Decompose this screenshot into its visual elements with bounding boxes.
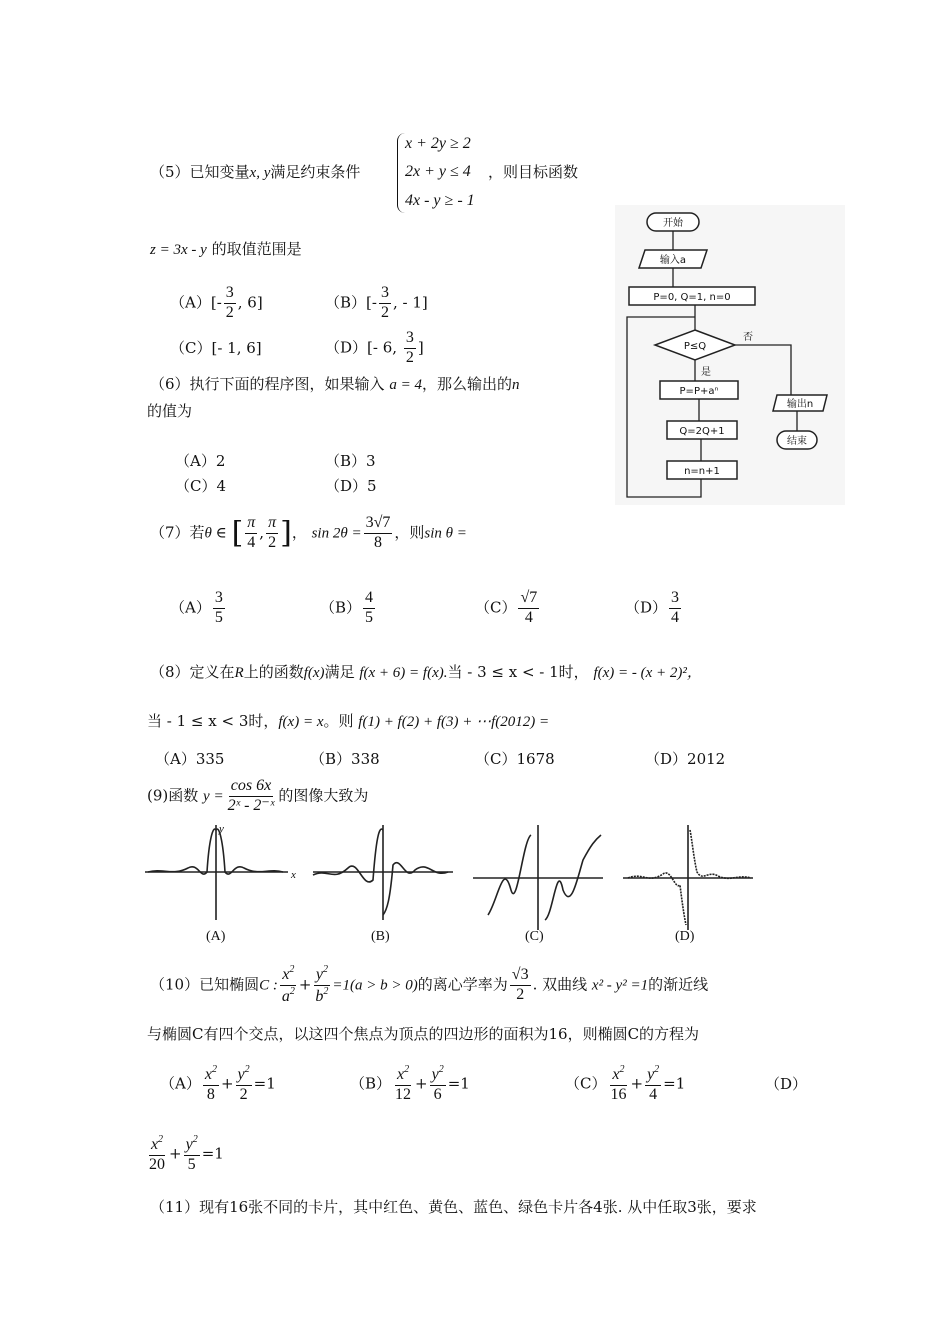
q5-constraint-2: 2x + y ≤ 4: [405, 163, 471, 180]
q5-option-a: （A）[- $\frac{3}{2}$ , 6]: [170, 284, 263, 321]
svg-text:输入a: 输入a: [659, 255, 687, 266]
svg-text:(D): (D): [675, 929, 695, 944]
q8-option-c: （C）1678: [475, 750, 555, 768]
q7-option-a: （A） $\frac{3}{5}$: [170, 589, 223, 626]
q10-option-d: $\frac{x^2}{20}$ + $\frac{y^2}{5}$ =1: [149, 1134, 224, 1173]
q10-option-b: （B） $\frac{x^2}{12}$ + $\frac{y^2}{6}$ =1: [350, 1064, 470, 1103]
q5-objective: z = 3x - y 的取值范围是: [150, 240, 302, 258]
svg-text:P≤Q: P≤Q: [683, 341, 707, 352]
q6-flowchart: [615, 205, 845, 505]
q5-tail: ，则目标函数: [488, 163, 579, 181]
q5-option-b: （B）[- $\frac{3}{2}$ , - 1]: [325, 284, 428, 321]
q6-option-c: （C）4: [175, 477, 227, 495]
svg-text:是: 是: [701, 367, 711, 378]
q8-option-a: （A）335: [155, 750, 225, 768]
q7-stem: （7）若θ ∈ [ $\frac{\pi}{4}$ , $\frac{\pi}{2}$ ]， sin 2θ = $\frac{3√7}{8}$ ，则sin θ =: [150, 514, 467, 551]
svg-text:Q=2Q+1: Q=2Q+1: [679, 426, 725, 437]
q6-text: （6）执行下面的程序图，如果输入 a = 4，那么输出的n: [150, 375, 520, 393]
q9-graph-choices: [143, 820, 763, 945]
q10-option-c: （C） $\frac{x^2}{16}$ + $\frac{y^2}{4}$ =1: [565, 1064, 686, 1103]
svg-text:开始: 开始: [663, 218, 683, 229]
svg-text:P=P+aⁿ: P=P+aⁿ: [679, 386, 719, 397]
svg-text:y: y: [219, 823, 224, 835]
q8-option-b: （B）338: [310, 750, 380, 768]
q6-option-d: （D）5: [325, 477, 377, 495]
q10-option-d-label: （D）: [765, 1075, 808, 1093]
q7-option-c: （C） $\frac{√7}{4}$: [475, 589, 538, 626]
svg-text:(B): (B): [371, 929, 390, 944]
svg-text:结束: 结束: [787, 436, 807, 447]
q8-option-d: （D）2012: [645, 750, 726, 768]
q5-constraint-3: 4x - y ≥ - 1: [405, 192, 475, 209]
q8-line2: 当 - 1 ≤ x < 3时，f(x) = x。则 f(1) + f(2) + f(3) + ⋯f(2012) =: [147, 712, 550, 730]
q5-constraint-1: x + 2y ≥ 2: [405, 135, 471, 152]
svg-text:否: 否: [743, 332, 753, 343]
q7-option-d: （D） $\frac{3}{4}$: [625, 589, 680, 626]
q5-intro: （5）已知变量x, y满足约束条件: [150, 163, 361, 181]
svg-text:(C): (C): [525, 929, 544, 944]
svg-text:输出n: 输出n: [786, 399, 814, 410]
q5-option-d: （D）[- 6, $\frac{3}{2}$ ]: [325, 329, 424, 366]
q10-stem: （10）已知椭圆C : $\frac{x^2}{a^2}$ + $\frac{y^2}{b^2}$ =1(a > b > 0)的离心学率为 $\frac{√3}{2}$ . 双曲线 x² - y² =1的渐近线: [150, 964, 709, 1005]
q6-option-b: （B）3: [325, 452, 376, 470]
q6-option-a: （A）2: [175, 452, 226, 470]
q7-option-b: （B） $\frac{4}{5}$: [320, 589, 374, 626]
q11-stem: （11）现有16张不同的卡片，其中红色、黄色、蓝色、绿色卡片各4张. 从中任取3张，要求: [150, 1198, 757, 1216]
q6-text-line2: 的值为: [147, 402, 193, 420]
svg-text:(A): (A): [206, 929, 226, 944]
q9-stem: (9)函数 y = $\frac{\cos 6x}{\text{2ˣ - 2⁻ˣ}}$ 的图像大致为: [147, 777, 369, 814]
q10-option-a: （A） $\frac{x^2}{8}$ + $\frac{y^2}{2}$ =1: [160, 1064, 276, 1103]
q8-line1: （8）定义在R上的函数f(x)满足 f(x + 6) = f(x).当 - 3 ≤ x < - 1时， f(x) = - (x + 2)²，: [150, 663, 702, 681]
q5-option-c: （C）[- 1, 6]: [170, 339, 262, 357]
q10-line2: 与椭圆C有四个交点，以这四个焦点为顶点的四边形的面积为16，则椭圆C的方程为: [147, 1025, 700, 1043]
svg-text:x: x: [291, 869, 296, 881]
svg-text:n=n+1: n=n+1: [684, 466, 720, 477]
svg-text:P=0, Q=1, n=0: P=0, Q=1, n=0: [653, 292, 731, 303]
